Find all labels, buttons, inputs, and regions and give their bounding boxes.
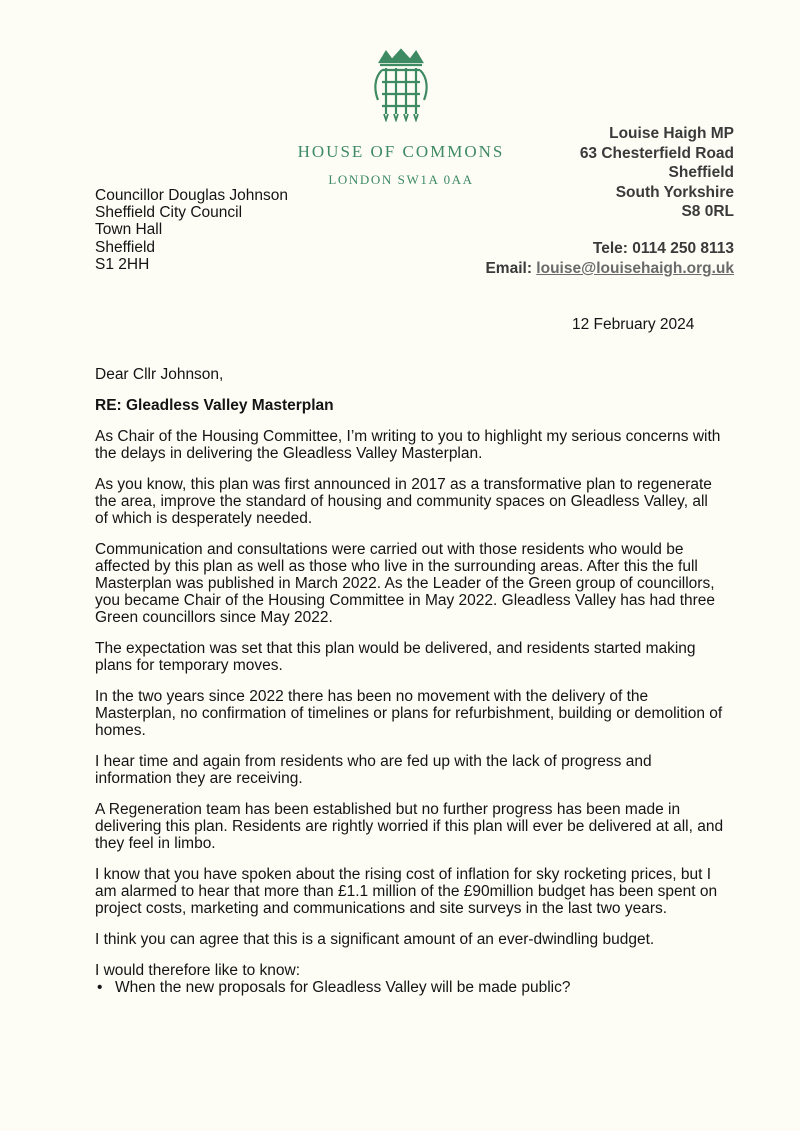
recipient-postcode: S1 2HH (95, 255, 150, 273)
paragraph: I know that you have spoken about the rising cost of inflation for sky rocketing prices, but I am alarmed to hear that more than £1.1 million of the £90million budget has been spent on project costs, marketing and communications and site surveys in the last two years. (95, 866, 718, 917)
sender-street: 63 Chesterfield Road (579, 144, 734, 162)
email-line (485, 259, 734, 279)
email-link[interactable]: louise@louisehaigh.org.uk (536, 260, 734, 277)
portcullis-logo-icon (366, 48, 436, 122)
recipient-building: Town Hall (95, 221, 163, 239)
closing-intro: I would therefore like to know: (95, 962, 301, 979)
recipient-name: Councillor Douglas Johnson (95, 187, 289, 204)
letter-date: 12 February 2024 (572, 316, 695, 333)
salutation: Dear Cllr Johnson, (95, 366, 224, 383)
sender-name: Louise Haigh MP (609, 125, 734, 142)
paragraph: In the two years since 2022 there has been no movement with the delivery of the Masterplan, no confirmation of timelines or plans for refurbishment, building or demolition of homes. (95, 688, 723, 739)
paragraph: Communication and consultations were carried out with those residents who would be affected by this plan as well as those who live in the surrounding areas. After this the full Masterplan was published in March 2022. As the Leader of the Green group of councillors, you became Chair of the Housing Committee in May 2022. Gleadless Valley has had three Green councillors since May 2022. (95, 541, 716, 626)
sender-postcode: S8 0RL (681, 203, 734, 220)
paragraph: As Chair of the Housing Committee, I’m writing to you to highlight my serious concerns with the delays in delivering the Gleadless Valley Masterplan. (95, 428, 721, 462)
subject-line: RE: Gleadless Valley Masterplan (95, 397, 334, 414)
telephone-number: 0114 250 8113 (632, 240, 734, 257)
letterhead-title: HOUSE OF COMMONS (297, 142, 505, 161)
sender-city: Sheffield (668, 164, 734, 181)
sender-address (580, 124, 734, 222)
sender-county: South Yorkshire (615, 183, 734, 201)
question-list (95, 979, 725, 996)
recipient-city: Sheffield (95, 238, 156, 256)
paragraph: I hear time and again from residents who are fed up with the lack of progress and information they are receiving. (95, 753, 652, 787)
list-item: • When the new proposals for Gleadless Valley will be made public? (95, 979, 725, 996)
telephone-line (485, 239, 734, 259)
sender-contact (485, 239, 734, 279)
recipient-address (95, 187, 288, 273)
paragraph: As you know, this plan was first announced in 2017 as a transformative plan to regenerate the area, improve the standard of housing and community spaces on Gleadless Valley, all of which is desperately needed. (95, 476, 712, 527)
email-label: Email: (485, 260, 532, 277)
letter-body (95, 366, 725, 996)
paragraph: The expectation was set that this plan would be delivered, and residents started making plans for temporary moves. (95, 640, 696, 674)
letterhead-address: LONDON SW1A 0AA (328, 172, 474, 187)
recipient-org: Sheffield City Council (95, 204, 243, 222)
paragraph: I think you can agree that this is a significant amount of an ever-dwindling budget. (95, 931, 655, 948)
telephone-label: Tele: (592, 240, 628, 257)
paragraph: A Regeneration team has been established but no further progress has been made in delivering this plan. Residents are rightly worried if this plan will ever be delivered at all, and they feel in limbo. (95, 801, 724, 852)
